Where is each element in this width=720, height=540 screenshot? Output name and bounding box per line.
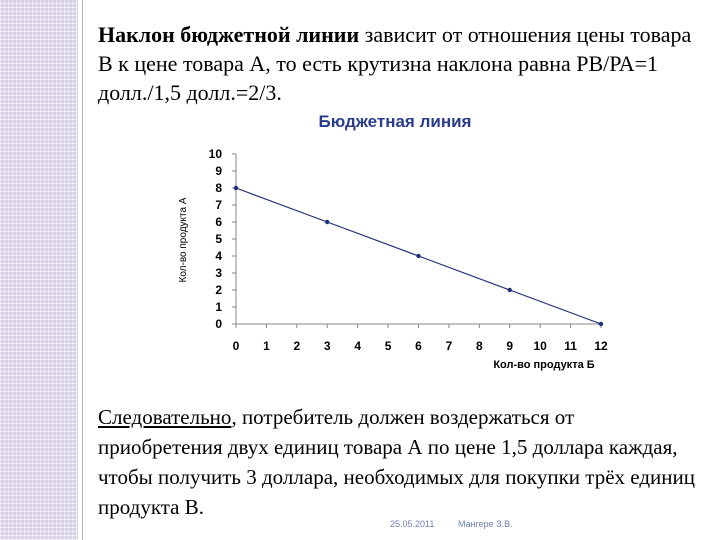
data-point [234, 186, 238, 190]
intro-text: зависит от отношения цены товара В к цене товара А, то есть крутизна наклона равна РВ/РА=1 долл./1,5 долл.=2/3. [98, 22, 692, 105]
x-tick-label: 9 [506, 339, 514, 353]
y-tick-label: 1 [215, 300, 222, 314]
y-tick-label: 5 [215, 232, 222, 246]
y-tick-label: 2 [215, 283, 222, 297]
x-axis-label: Кол-во продукта Б [493, 359, 595, 371]
decorative-side-stripe [0, 0, 78, 540]
y-tick-label: 9 [215, 164, 222, 178]
data-point [599, 322, 603, 326]
intro-paragraph [98, 20, 698, 107]
y-tick-label: 4 [215, 249, 222, 263]
y-tick-labels [209, 147, 223, 331]
conclusion-underlined-word: Следовательно [98, 405, 232, 429]
x-tick-label: 8 [475, 339, 483, 353]
y-tick-label: 6 [215, 215, 222, 229]
footer-date: 25.05.2011 [390, 519, 435, 529]
y-tick-label: 0 [215, 317, 222, 331]
y-tick-label: 7 [215, 198, 222, 212]
y-tick-label: 3 [215, 266, 222, 280]
x-tick-label: 0 [232, 339, 240, 353]
chart-title: Бюджетная линия [318, 112, 472, 131]
x-tick-label: 2 [293, 339, 301, 353]
x-tick-label: 1 [263, 339, 270, 353]
conclusion-text: , потребитель должен воздержаться от приобретения двух единиц товара А по цене 1,5 доллара каждая, чтобы получить 3 доллара, необходимых для покупки трёх единиц продукта В. [98, 405, 695, 519]
intro-bold-term: Наклон бюджетной линии [98, 22, 360, 47]
x-tick-label: 4 [354, 339, 362, 353]
data-point [325, 220, 329, 224]
footer-author: Мангере З.В. [458, 519, 513, 529]
data-point [416, 254, 420, 258]
x-tick-label: 10 [533, 339, 547, 353]
x-tick-label: 6 [415, 339, 422, 353]
y-tick-label: 8 [215, 181, 222, 195]
conclusion-paragraph [98, 402, 698, 522]
chart-axes [232, 154, 601, 328]
decorative-divider [82, 0, 83, 540]
data-point [508, 288, 512, 292]
x-tick-label: 12 [594, 339, 608, 353]
y-tick-label: 10 [208, 147, 222, 161]
series-group [234, 186, 603, 326]
x-tick-labels [233, 339, 608, 353]
x-tick-label: 5 [384, 339, 392, 353]
x-tick-label: 11 [564, 339, 577, 353]
x-tick-label: 7 [445, 339, 453, 353]
y-axis-label: Кол-во продукта А [178, 197, 189, 283]
budget-line-chart [160, 138, 630, 373]
x-tick-label: 3 [323, 339, 331, 353]
